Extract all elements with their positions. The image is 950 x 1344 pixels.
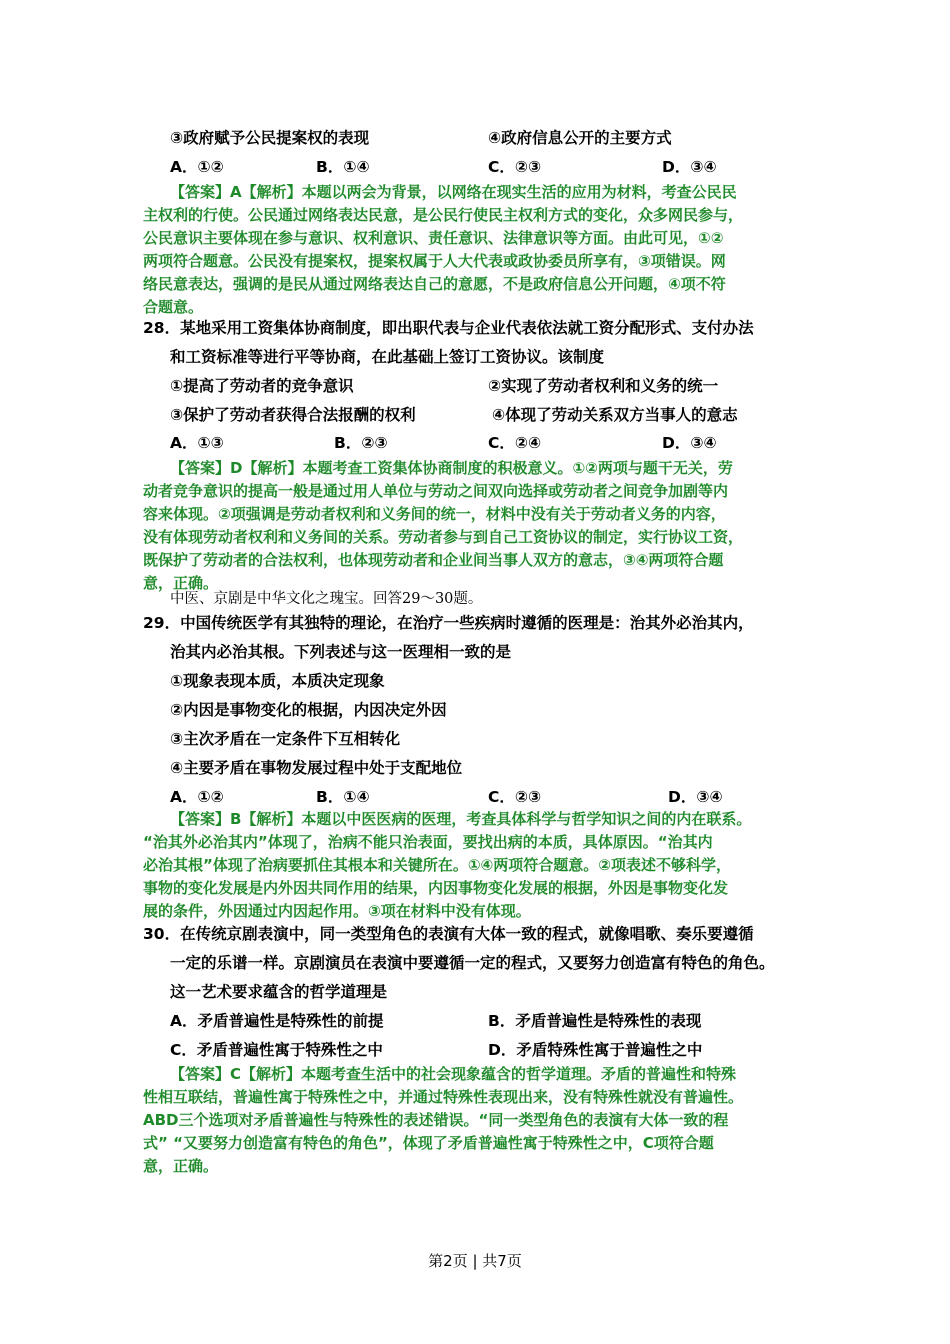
q29-answer-line: 展的条件，外因通过内因起作用。③项在材料中没有体现。 (143, 902, 531, 920)
q27-answer-line: 络民意表达，强调的是民从通过网络表达自己的意愿，不是政府信息公开问题，④项不符 (143, 275, 726, 293)
q27-answer-line: 合题意。 (143, 298, 204, 316)
q30-answer-line: 式” “又要努力创造富有特色的角色”，体现了矛盾普遍性寓于特殊性之中，C项符合题 (143, 1134, 714, 1152)
q27-answer-line: 主权利的行使。公民通过网络表达民意，是公民行使民主权利方式的变化，众多网民参与， (143, 206, 744, 224)
q30-answer-line: 【答案】C【解析】本题考查生活中的社会现象蕴含的哲学道理。矛盾的普遍性和特殊 (170, 1065, 737, 1083)
q29-choice-d: D．③④ (668, 788, 723, 806)
q30-answer-line: 意，正确。 (143, 1157, 219, 1175)
q29-answer-line: “治其外必治其内”体现了，治病不能只治表面，要找出病的本质，具体原因。“治其内 (143, 833, 713, 851)
q28-option-4: ④体现了劳动关系双方当事人的意志 (492, 406, 738, 424)
q28-option-3: ③保护了劳动者获得合法报酬的权利 (170, 406, 416, 424)
q27-choice-c: C．②③ (488, 158, 542, 176)
q29-answer-line: 必治其根”体现了治病要抓住其根本和关键所在。①④两项符合题意。②项表述不够科学， (143, 856, 731, 874)
q29-choice-a: A．①② (170, 788, 224, 806)
q30-stem: 30．在传统京剧表演中，同一类型角色的表演有大体一致的程式，就像唱歌、奏乐要遵循 (143, 925, 754, 943)
q30-option-c: C．矛盾普遍性寓于特殊性之中 (170, 1041, 383, 1059)
q27-choice-b: B．①④ (316, 158, 370, 176)
q27-answer-line: 公民意识主要体现在参与意识、权利意识、责任意识、法律意识等方面。由此可见，①② (143, 229, 724, 247)
q28-option-1: ①提高了劳动者的竞争意识 (170, 377, 354, 395)
q29-option-1: ①现象表现本质，本质决定现象 (170, 672, 385, 690)
q28-choice-a: A．①③ (170, 434, 224, 452)
q27-option-4: ④政府信息公开的主要方式 (488, 129, 672, 147)
page-footer: 第2页 | 共7页 (428, 1252, 522, 1270)
q27-choice-d: D．③④ (662, 158, 717, 176)
q27-option-3: ③政府赋予公民提案权的表现 (170, 129, 370, 147)
q29-answer-line: 【答案】B【解析】本题以中医医病的医理，考查具体科学与哲学知识之间的内在联系。 (170, 810, 752, 828)
q28-stem-cont: 和工资标准等进行平等协商，在此基础上签订工资协议。该制度 (170, 348, 605, 366)
q28-answer-line: 没有体现劳动者权利和义务间的关系。劳动者参与到自己工资协议的制定，实行协议工资， (143, 528, 744, 546)
q30-answer-line: ABD三个选项对矛盾普遍性与特殊性的表述错误。“同一类型角色的表演有大体一致的程 (143, 1111, 729, 1129)
q28-answer-line: 容来体现。②项强调是劳动者权利和义务间的统一，材料中没有关于劳动者义务的内容， (143, 505, 726, 523)
q30-option-b: B．矛盾普遍性是特殊性的表现 (488, 1012, 702, 1030)
q29-choice-c: C．②③ (488, 788, 542, 806)
q28-choice-d: D．③④ (662, 434, 717, 452)
q27-choice-a: A．①② (170, 158, 224, 176)
q29-choice-b: B．①④ (316, 788, 370, 806)
q29-option-2: ②内因是事物变化的根据，内因决定外因 (170, 701, 447, 719)
q29-option-4: ④主要矛盾在事物发展过程中处于支配地位 (170, 759, 463, 777)
q28-answer-line: 动者竞争意识的提高一般是通过用人单位与劳动之间双向选择或劳动者之间竞争加剧等内 (143, 482, 729, 500)
q29-option-3: ③主次矛盾在一定条件下互相转化 (170, 730, 401, 748)
q28-answer-line: 既保护了劳动者的合法权利，也体现劳动者和企业间当事人双方的意志，③④两项符合题 (143, 551, 724, 569)
q30-stem-cont: 一定的乐谱一样。京剧演员在表演中要遵循一定的程式，又要努力创造富有特色的角色。 (170, 954, 775, 972)
q30-option-a: A．矛盾普遍性是特殊性的前提 (170, 1012, 384, 1030)
q30-stem-cont: 这一艺术要求蕴含的哲学道理是 (170, 983, 388, 1001)
q30-answer-line: 性相互联结，普遍性寓于特殊性之中，并通过特殊性表现出来，没有特殊性就没有普遍性。 (143, 1088, 744, 1106)
q28-answer-line: 意，正确。 (143, 574, 219, 592)
q29-answer-line: 事物的变化发展是内外因共同作用的结果，内因事物变化发展的根据，外因是事物变化发 (143, 879, 729, 897)
q29-stem: 29．中国传统医学有其独特的理论，在治疗一些疾病时遵循的医理是：治其外必治其内， (143, 614, 754, 632)
q27-answer-line: 【答案】A【解析】本题以两会为背景，以网络在现实生活的应用为材料，考查公民民 (170, 183, 737, 201)
q28-choice-b: B．②③ (334, 434, 388, 452)
q28-stem: 28．某地采用工资集体协商制度，即出职代表与企业代表依法就工资分配形式、支付办法 (143, 319, 754, 337)
q28-answer-line: 【答案】D【解析】本题考查工资集体协商制度的积极意义。①②两项与题干无关，劳 (170, 459, 733, 477)
q29-stem-cont: 治其内必治其根。下列表述与这一医理相一致的是 (170, 643, 512, 661)
q28-choice-c: C．②④ (488, 434, 542, 452)
q28-option-2: ②实现了劳动者权利和义务的统一 (488, 377, 719, 395)
q27-answer-line: 两项符合题意。公民没有提案权，提案权属于人大代表或政协委员所享有，③项错误。网 (143, 252, 726, 270)
q29-30-intro: 中医、京剧是中华文化之瑰宝。回答29～30题。 (170, 591, 483, 607)
q30-option-d: D．矛盾特殊性寓于普遍性之中 (488, 1041, 703, 1059)
